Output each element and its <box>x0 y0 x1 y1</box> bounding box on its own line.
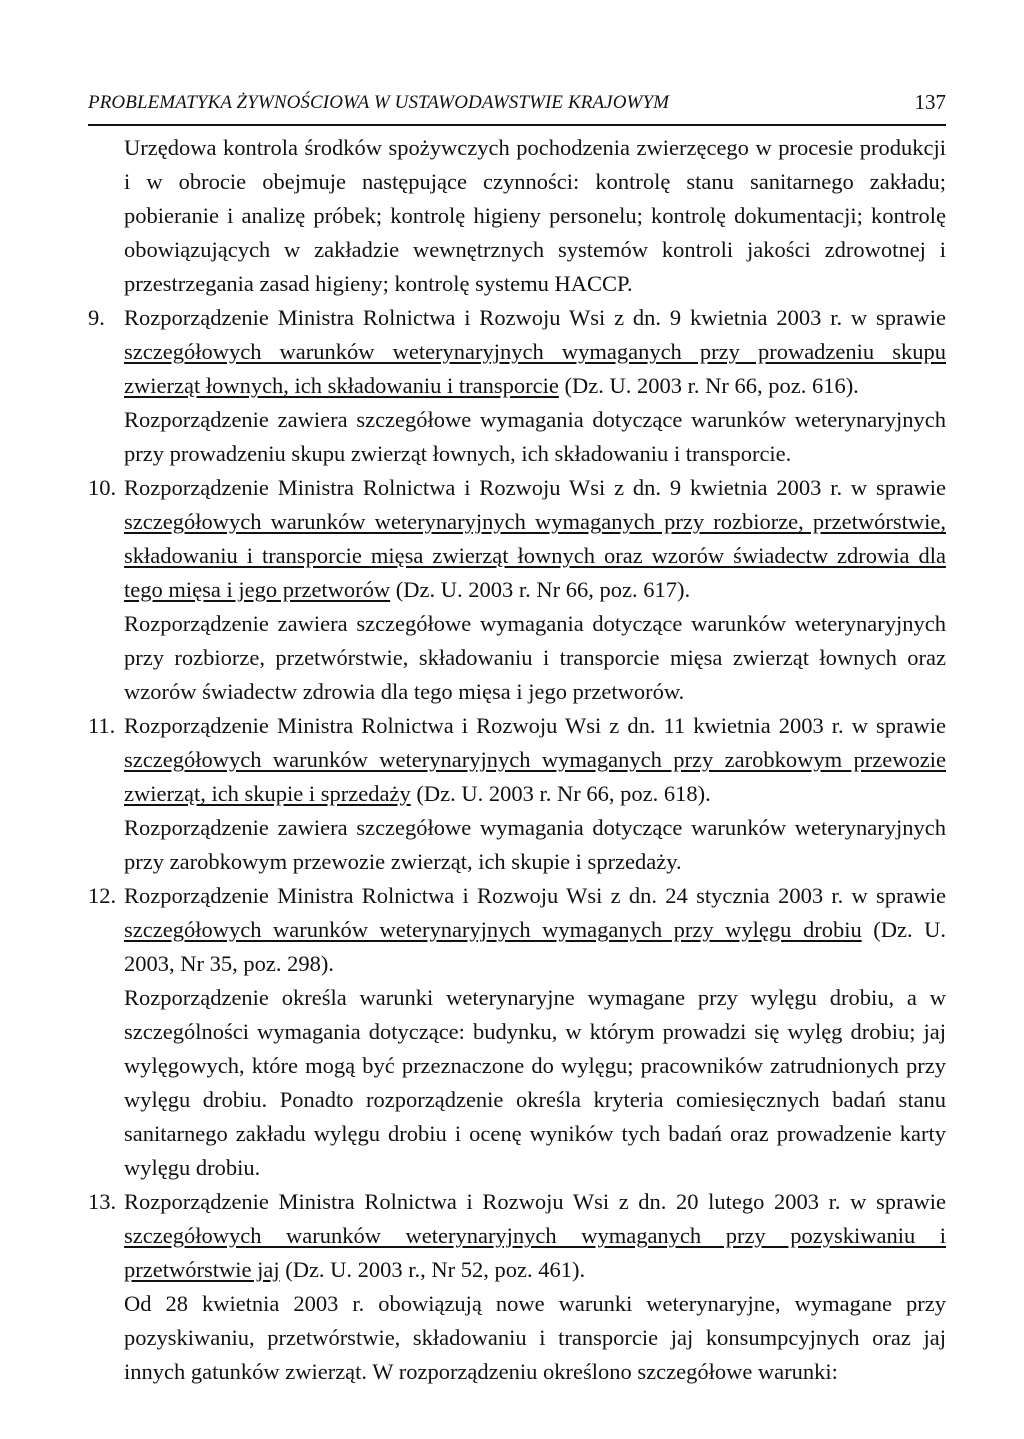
item-number: 9. <box>88 305 105 330</box>
item-description: Rozporządzenie zawiera szczegółowe wymagania dotyczące warunków weterynaryjnych przy prowadzeniu skupu zwierząt łownych, ich składowaniu i transporcie. <box>124 407 946 466</box>
regulation-title: szczegółowych warunków weterynaryjnych wymaganych przy pozyskiwaniu i przetwórstwie jaj <box>124 1223 946 1282</box>
item-description: Rozporządzenie zawiera szczegółowe wymagania dotyczące warunków weterynaryjnych przy zarobkowym przewozie zwierząt, ich skupie i sprzedaży. <box>124 815 946 874</box>
page-number: 137 <box>914 90 946 114</box>
list-item <box>0 301 1024 471</box>
citation-suffix: (Dz. U. 2003 r. Nr 66, poz. 617). <box>390 577 691 602</box>
regulation-title: szczegółowych warunków weterynaryjnych wymaganych przy prowadzeniu skupu zwierząt łownych, ich składowaniu i transporcie <box>124 339 946 398</box>
regulation-title: szczegółowych warunków weterynaryjnych wymaganych przy zarobkowym przewozie zwierząt, ich skupie i sprzedaży <box>124 747 946 806</box>
running-title: PROBLEMATYKA ŻYWNOŚCIOWA W USTAWODAWSTWIE KRAJOWYM <box>88 92 670 113</box>
item-citation <box>124 471 946 607</box>
item-number: 10. <box>88 475 117 500</box>
citation-suffix: (Dz. U. 2003 r., Nr 52, poz. 461). <box>279 1257 586 1282</box>
item-description: Rozporządzenie zawiera szczegółowe wymagania dotyczące warunków weterynaryjnych przy rozbiorze, przetwórstwie, składowaniu i transporcie mięsa zwierząt łownych oraz wzorów świadectw zdrowia dla tego mięsa i jego przetworów. <box>124 611 946 704</box>
regulation-title: szczegółowych warunków weterynaryjnych wymaganych przy wylęgu drobiu <box>124 917 862 942</box>
citation-prefix: Rozporządzenie Ministra Rolnictwa i Rozwoju Wsi z dn. 20 lutego 2003 r. w sprawie <box>124 1189 946 1214</box>
citation-prefix: Rozporządzenie Ministra Rolnictwa i Rozwoju Wsi z dn. 11 kwietnia 2003 r. w sprawie <box>124 713 946 738</box>
regulation-title: szczegółowych warunków weterynaryjnych wymaganych przy rozbiorze, przetwórstwie, składowaniu i transporcie mięsa zwierząt łownych oraz wzorów świadectw zdrowia dla tego mięsa i jego przetworów <box>124 509 946 602</box>
page-body <box>0 131 1024 1389</box>
list-item <box>0 709 1024 879</box>
citation-prefix: Rozporządzenie Ministra Rolnictwa i Rozwoju Wsi z dn. 9 kwietnia 2003 r. w sprawie <box>124 475 946 500</box>
item-citation <box>124 1185 946 1287</box>
intro-paragraph: Urzędowa kontrola środków spożywczych pochodzenia zwierzęcego w procesie produkcji i w obrocie obejmuje następujące czynności: kontrolę stanu sanitarnego zakładu; pobieranie i analizę próbek; kontrolę higieny personelu; kontrolę dokumentacji; kontrolę obowiązujących w zakładzie wewnętrznych systemów kontroli jakości zdrowotnej i przestrzegania zasad higieny; kontrolę systemu HACCP. <box>124 135 946 296</box>
item-number: 13. <box>88 1189 117 1214</box>
list-item <box>0 879 1024 1185</box>
item-citation <box>124 301 946 403</box>
citation-prefix: Rozporządzenie Ministra Rolnictwa i Rozwoju Wsi z dn. 24 stycznia 2003 r. w sprawie <box>124 883 946 908</box>
citation-suffix: (Dz. U. 2003, Nr 35, poz. 298). <box>124 917 946 976</box>
item-citation <box>124 709 946 811</box>
list-item <box>0 1185 1024 1389</box>
item-description: Rozporządzenie określa warunki weterynaryjne wymagane przy wylęgu drobiu, a w szczególności wymagania dotyczące: budynku, w którym prowadzi się wylęg drobiu; jaj wylęgowych, które mogą być przeznaczone do wylęgu; pracowników zatrudnionych przy wylęgu drobiu. Ponadto rozporządzenie określa kryteria comiesięcznych badań stanu sanitarnego zakładu wylęgu drobiu i ocenę wyników tych badań oraz prowadzenie karty wylęgu drobiu. <box>124 985 946 1180</box>
running-header <box>88 86 946 126</box>
item-description: Od 28 kwietnia 2003 r. obowiązują nowe warunki weterynaryjne, wymagane przy pozyskiwaniu, przetwórstwie, składowaniu i transporcie jaj konsumpcyjnych oraz jaj innych gatunków zwierząt. W rozporządzeniu określono szczegółowe warunki: <box>124 1291 946 1384</box>
citation-prefix: Rozporządzenie Ministra Rolnictwa i Rozwoju Wsi z dn. 9 kwietnia 2003 r. w sprawie <box>124 305 946 330</box>
citation-suffix: (Dz. U. 2003 r. Nr 66, poz. 616). <box>558 373 859 398</box>
item-citation <box>124 879 946 981</box>
item-number: 12. <box>88 883 117 908</box>
list-item <box>0 471 1024 709</box>
citation-suffix: (Dz. U. 2003 r. Nr 66, poz. 618). <box>410 781 711 806</box>
item-number: 11. <box>88 713 116 738</box>
